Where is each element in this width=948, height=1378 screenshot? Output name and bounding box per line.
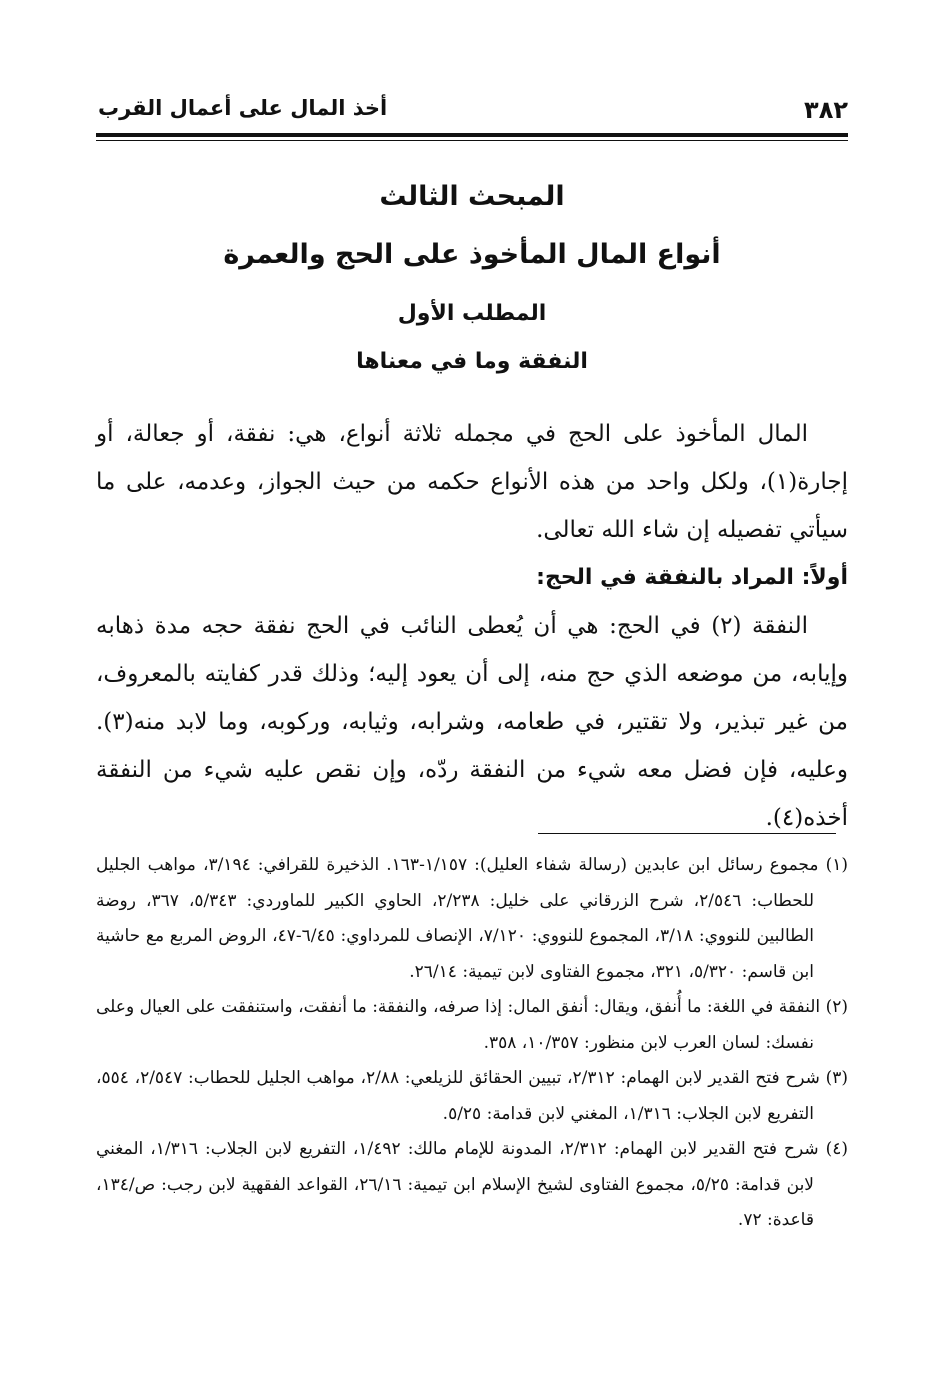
subsection-subtitle: النفقة وما في معناها	[356, 349, 588, 374]
header-rule-thin	[96, 140, 848, 141]
header-rule-thick	[96, 133, 848, 137]
body-subheading: أولاً: المراد بالنفقة في الحج:	[536, 565, 848, 590]
footnote-1: (١) مجموع رسائل ابن عابدين (رسالة شفاء العليل): ١/١٥٧-١٦٣. الذخيرة للقرافي: ٣/١٩٤، مواهب الجليل للحطاب: ٢/٥٤٦، شرح الزرقاني على خليل: ٢/٢٣٨، الحاوي الكبير للماوردي: ٥/٣٤٣، ٣٦٧، روضة الطالبين للنووي: ٣/١٨، المجموع للنووي: ٧/١٢٠، الإنصاف للمرداوي: ٦/٤٥-٤٧، الروض المربع مع حاشية ابن قاسم: ٥/٣٢٠، ٣٢١، مجموع الفتاوى لابن تيمية: ٢٦/١٤.	[96, 855, 849, 982]
page-header	[98, 92, 848, 128]
running-title: أخذ المال على أعمال القرب	[98, 96, 388, 120]
paragraph-2: النفقة (٢) في الحج: هي أن يُعطى النائب في الحج نفقة حجه مدة ذهابه وإيابه، من موضعه الذي حج منه، إلى أن يعود إليه؛ وذلك قدر كفايته بالمعروف، من غير تبذير، ولا تقتير، في طعامه، وشرابه، وثيابه، وركوبه، وما لابد منه(٣). وعليه، فإن فضل معه شيء من النفقة ردّه، وإن نقص عليه شيء من النفقة أخذه(٤).	[96, 613, 848, 831]
headings-block	[96, 168, 848, 386]
footnotes	[96, 848, 848, 1239]
footnote-4: (٤) شرح فتح القدير لابن الهمام: ٢/٣١٢، المدونة للإمام مالك: ١/٤٩٢، التفريع لابن الجلاب: ١/٣١٦، المغني لابن قدامة: ٥/٢٥، مجموع الفتاوى لشيخ الإسلام ابن تيمية: ٢٦/١٦، القواعد الفقهية لابن رجب: ص/١٣٤، قاعدة: ٧٢.	[96, 1139, 849, 1230]
body-text	[96, 410, 848, 842]
footnote-2: (٢) النفقة في اللغة: ما أُنفق، ويقال: أنفق المال: إذا صرفه، والنفقة: ما أنفقت، واستنفقت على العيال وعلى نفسك: لسان العرب لابن منظور: ١٠/٣٥٧، ٣٥٨.	[96, 997, 848, 1053]
footnote-separator	[538, 833, 836, 834]
subsection-heading: المطلب الأول	[397, 301, 547, 326]
section-heading: المبحث الثالث	[379, 181, 565, 212]
footnote-3: (٣) شرح فتح القدير لابن الهمام: ٢/٣١٢، تبيين الحقائق للزيلعي: ٢/٨٨، مواهب الجليل للحطاب: ٢/٥٤٧، ٥٥٤، التفريع لابن الجلاب: ١/٣١٦، المغني لابن قدامة: ٥/٢٥.	[96, 1068, 849, 1124]
page-number: ٣٨٢	[804, 96, 848, 124]
paragraph-1: المال المأخوذ على الحج في مجمله ثلاثة أنواع، هي: نفقة، أو جعالة، أو إجارة(١)، ولكل واحد من هذه الأنواع حكمه من حيث الجواز، وعدمه، على ما سيأتي تفصيله إن شاء الله تعالى.	[96, 421, 848, 543]
chapter-heading: أنواع المال المأخوذ على الحج والعمرة	[223, 239, 721, 270]
